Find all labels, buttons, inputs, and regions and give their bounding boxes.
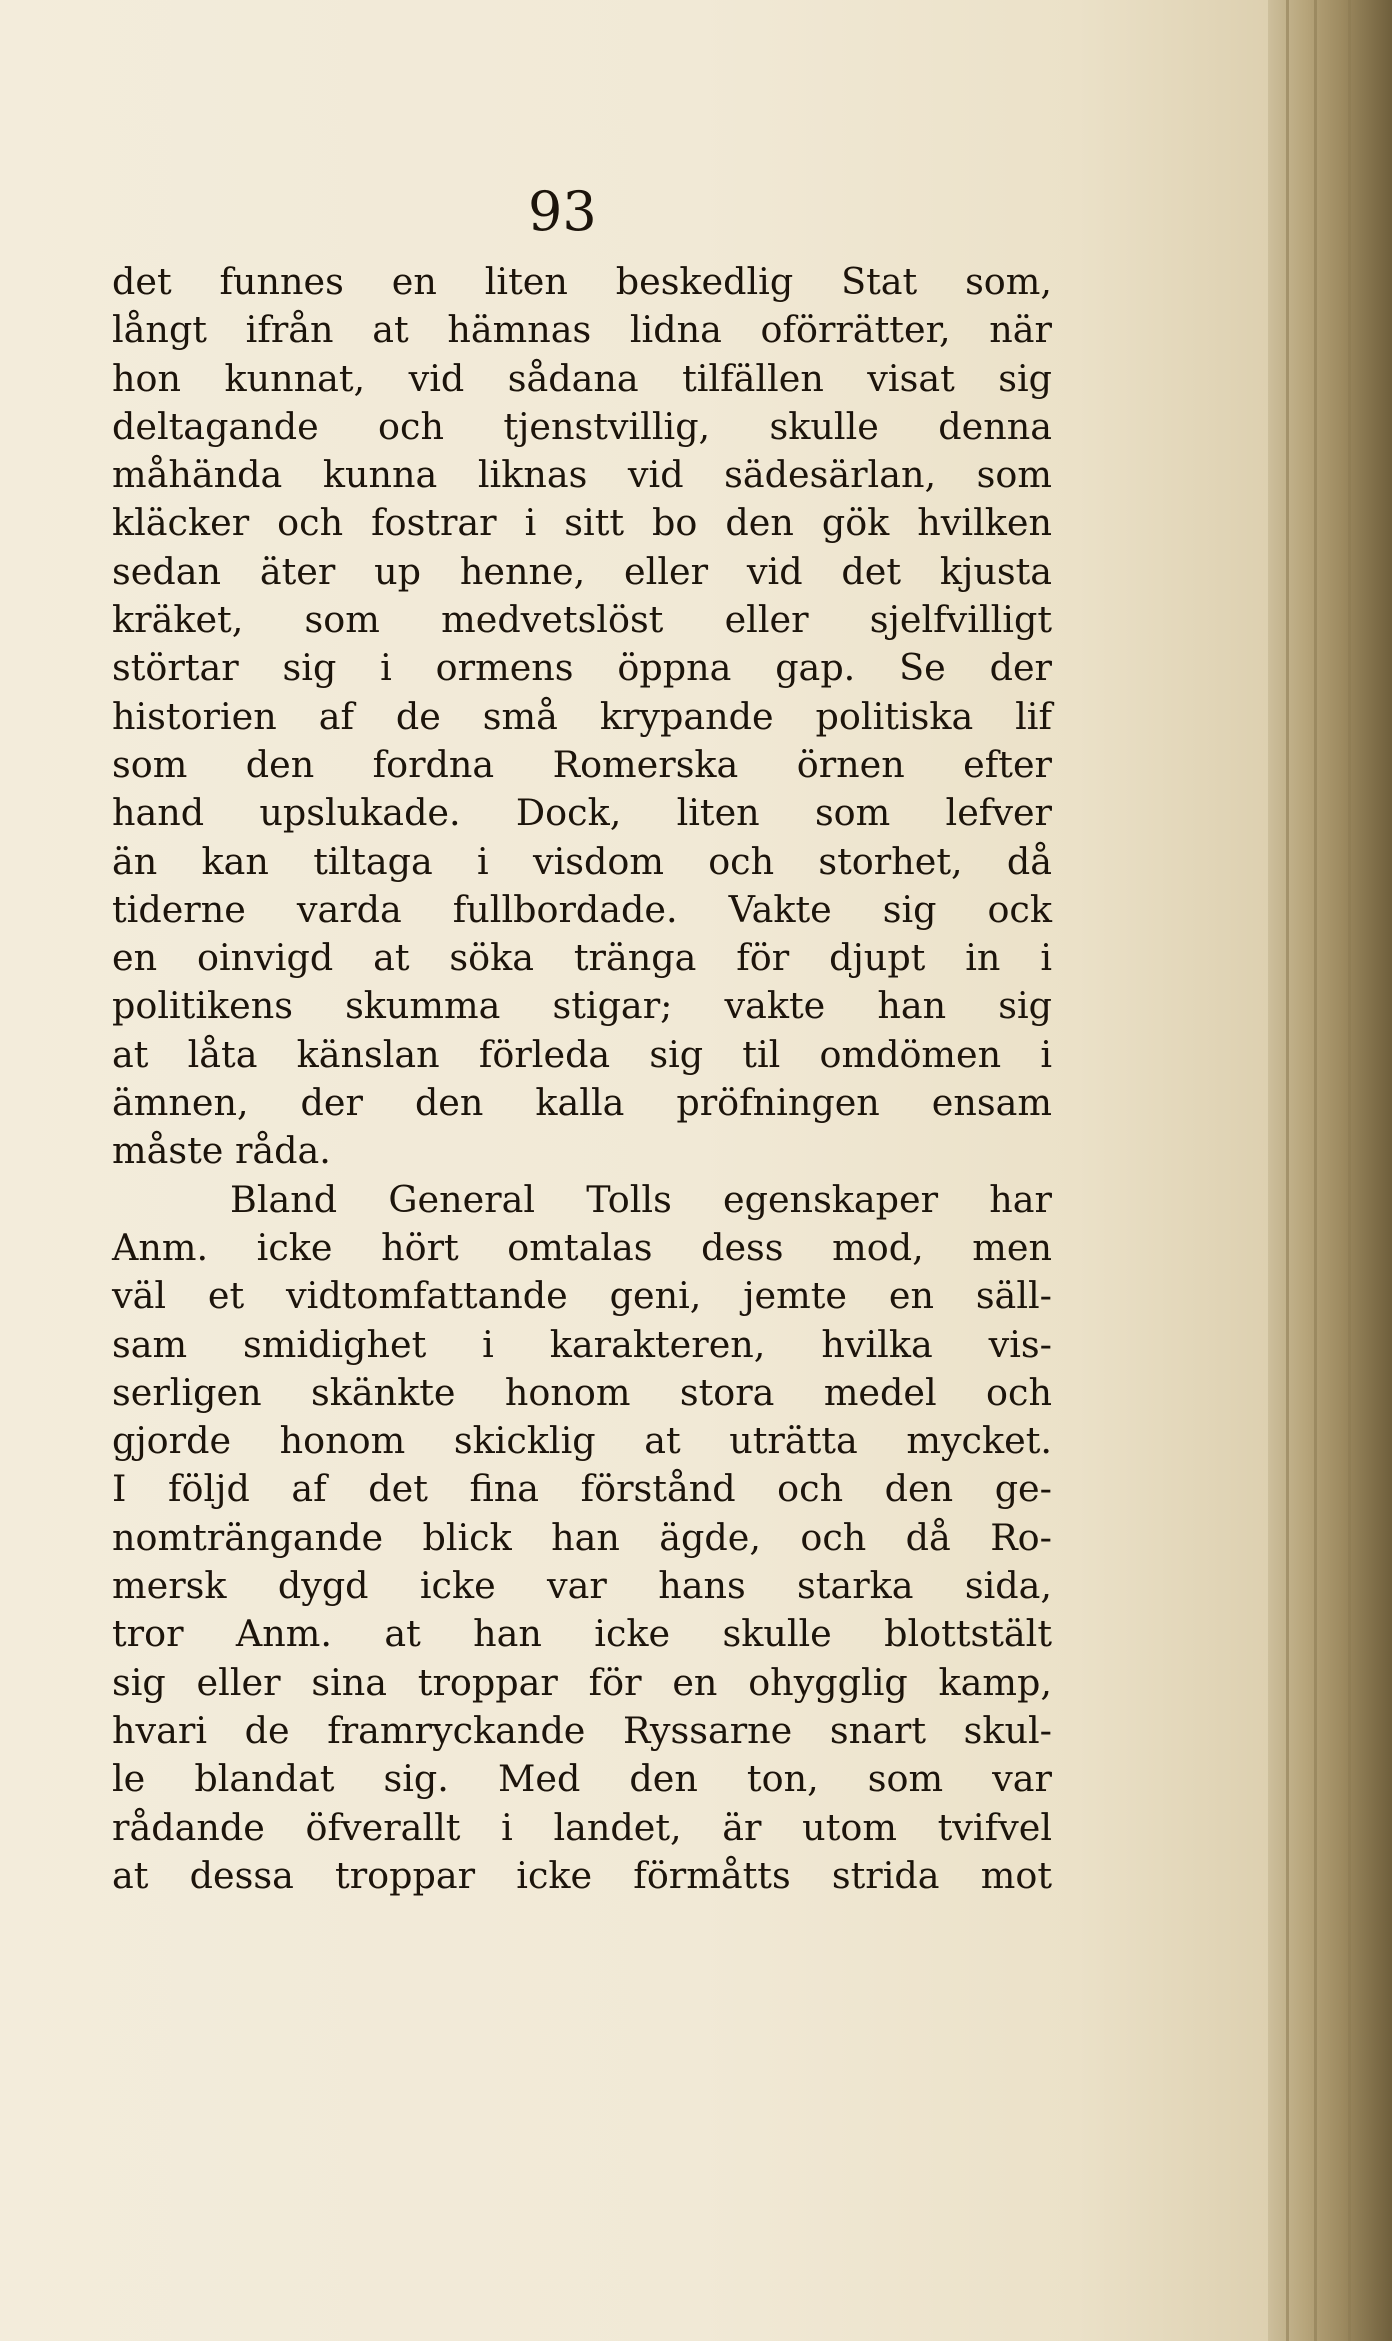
text-line: Anm. icke hört omtalas dess mod, men (112, 1225, 1052, 1269)
text-line: tiderne varda fullbordade. Vakte sig ock (112, 887, 1052, 931)
text-line: väl et vidtomfattande geni, jemte en säll- (112, 1274, 1052, 1318)
text-line: måhända kunna liknas vid sädesärlan, som (112, 453, 1052, 497)
body-text (112, 258, 1052, 1900)
text-line: tror Anm. at han icke skulle blottstält (112, 1612, 1052, 1656)
text-line: gjorde honom skicklig at uträtta mycket. (112, 1419, 1052, 1463)
paragraph-1 (112, 258, 1052, 1176)
text-line: störtar sig i ormens öppna gap. Se der (112, 646, 1052, 690)
text-line: måste råda. (112, 1129, 331, 1173)
text-line: än kan tiltaga i visdom och storhet, då (112, 839, 1052, 883)
text-line: rådande öfverallt i landet, är utom tvifvel (112, 1805, 1052, 1849)
page-number: 93 (528, 180, 597, 243)
text-line: långt ifrån at hämnas lidna oförrätter, när (112, 308, 1052, 352)
text-line: sedan äter up henne, eller vid det kjusta (112, 549, 1052, 593)
page-edge-line (1314, 0, 1317, 2341)
text-line: Bland General Tolls egenskaper har (230, 1177, 1052, 1221)
text-line: hon kunnat, vid sådana tilfällen visat sig (112, 356, 1052, 400)
text-line: politikens skumma stigar; vakte han sig (112, 984, 1052, 1028)
text-line: en oinvigd at söka tränga för djupt in i (112, 936, 1052, 980)
paragraph-2 (112, 1176, 1052, 1900)
text-line: serligen skänkte honom stora medel och (112, 1370, 1052, 1414)
page-edge-stack (1268, 0, 1392, 2341)
text-line: mersk dygd icke var hans starka sida, (112, 1564, 1052, 1608)
text-line: ämnen, der den kalla pröfningen ensam (112, 1081, 1052, 1125)
text-line: det funnes en liten beskedlig Stat som, (112, 260, 1052, 303)
text-line: kläcker och fostrar i sitt bo den gök hvilken (112, 501, 1052, 545)
text-line: nomträngande blick han ägde, och då Ro- (112, 1515, 1052, 1559)
text-line: hvari de framryckande Ryssarne snart skul- (112, 1708, 1052, 1752)
text-line: som den fordna Romerska örnen efter (112, 742, 1052, 786)
text-line: kräket, som medvetslöst eller sjelfvilligt (112, 598, 1052, 642)
text-line: at låta känslan förleda sig til omdömen i (112, 1032, 1052, 1076)
text-line: le blandat sig. Med den ton, som var (112, 1757, 1052, 1801)
text-line: I följd af det fina förstånd och den ge- (112, 1467, 1052, 1511)
text-line: at dessa troppar icke förmåtts strida mot (112, 1853, 1052, 1897)
page-edge-line (1286, 0, 1289, 2341)
page-edge-line (1348, 0, 1351, 2341)
text-line: sam smidighet i karakteren, hvilka vis- (112, 1322, 1052, 1366)
text-line: historien af de små krypande politiska lif (112, 694, 1052, 738)
text-line: hand upslukade. Dock, liten som lefver (112, 791, 1052, 835)
text-line: sig eller sina troppar för en ohygglig kamp, (112, 1660, 1052, 1704)
text-line: deltagande och tjenstvillig, skulle denna (112, 404, 1052, 448)
